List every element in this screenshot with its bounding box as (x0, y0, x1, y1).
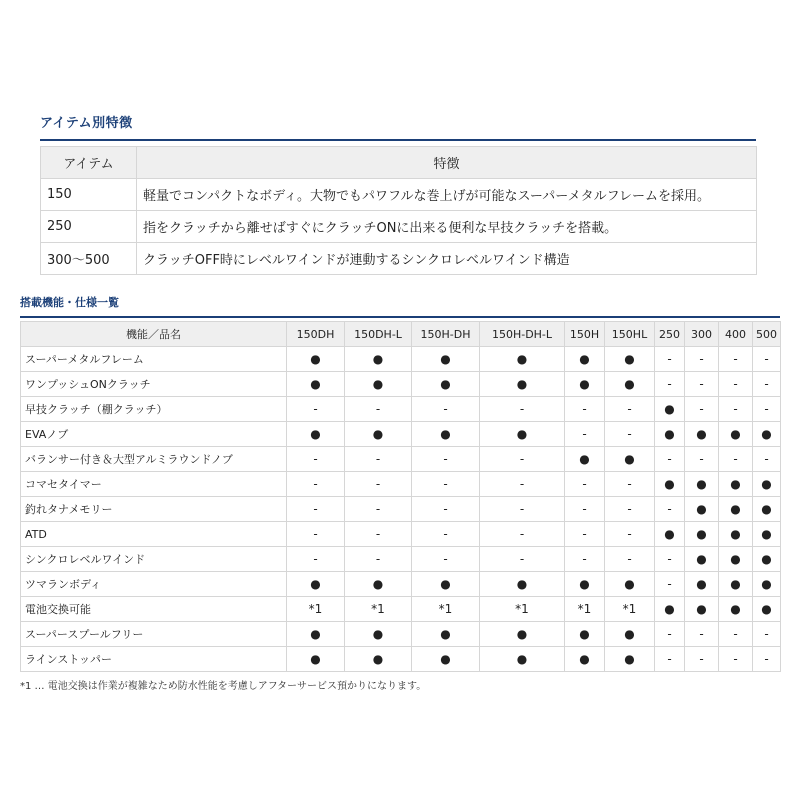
spec-cell: - (287, 472, 345, 497)
spec-cell: - (685, 447, 719, 472)
spec-cell: ● (412, 647, 480, 672)
spec-cell: ● (685, 522, 719, 547)
spec-cell: ● (412, 372, 480, 397)
spec-cell: - (565, 497, 605, 522)
spec-cell: - (480, 397, 565, 422)
spec-row (21, 522, 781, 547)
spec-cell: - (753, 397, 781, 422)
spec-cell: - (565, 422, 605, 447)
spec-cell: - (412, 472, 480, 497)
spec-cell: - (655, 347, 685, 372)
spec-row (21, 347, 781, 372)
feature-header-feature: 特徴 (137, 147, 757, 179)
feature-row-desc: 指をクラッチから離せばすぐにクラッチONに出来る便利な早技クラッチを搭載。 (137, 211, 757, 243)
spec-row (21, 447, 781, 472)
spec-header-feature-model: 機能／品名 (21, 322, 287, 347)
spec-cell: ● (655, 597, 685, 622)
spec-cell: ● (287, 647, 345, 672)
feature-row (41, 179, 757, 211)
footnote: *1 … 電池交換は作業が複雑なため防水性能を考慮しアフターサービス預かりになります。 (20, 681, 427, 692)
spec-row (21, 597, 781, 622)
spec-cell: - (753, 622, 781, 647)
spec-header-model: 400 (719, 322, 753, 347)
spec-cell: ● (412, 572, 480, 597)
spec-cell: ● (719, 422, 753, 447)
spec-cell: *1 (287, 597, 345, 622)
spec-cell: - (480, 547, 565, 572)
spec-header-model: 500 (753, 322, 781, 347)
spec-cell: ● (753, 422, 781, 447)
spec-header-model: 150H-DH (412, 322, 480, 347)
spec-header-model: 150H-DH-L (480, 322, 565, 347)
spec-cell: - (753, 647, 781, 672)
spec-cell: ● (719, 472, 753, 497)
spec-row-feature-name: シンクロレベルワインド (21, 547, 287, 572)
spec-cell: - (655, 572, 685, 597)
spec-cell: - (480, 472, 565, 497)
spec-cell: - (605, 522, 655, 547)
spec-cell: ● (480, 622, 565, 647)
spec-row (21, 497, 781, 522)
spec-cell: ● (655, 522, 685, 547)
spec-row (21, 647, 781, 672)
spec-cell: - (480, 447, 565, 472)
spec-cell: - (412, 522, 480, 547)
spec-cell: - (480, 522, 565, 547)
spec-row-feature-name: ATD (21, 522, 287, 547)
spec-cell: - (287, 447, 345, 472)
spec-cell: *1 (565, 597, 605, 622)
spec-cell: ● (565, 372, 605, 397)
feature-section-divider (40, 139, 756, 141)
spec-cell: ● (685, 422, 719, 447)
spec-section-title: 搭載機能・仕様一覧 (20, 296, 119, 309)
feature-row-desc: クラッチOFF時にレベルワインドが連動するシンクロレベルワインド構造 (137, 243, 757, 275)
spec-cell: - (655, 447, 685, 472)
spec-header-model: 150DH-L (345, 322, 412, 347)
spec-cell: - (605, 497, 655, 522)
spec-cell: - (480, 497, 565, 522)
spec-row-feature-name: コマセタイマー (21, 472, 287, 497)
spec-row-feature-name: ラインストッパー (21, 647, 287, 672)
spec-cell: - (685, 397, 719, 422)
spec-cell: - (685, 347, 719, 372)
spec-row-feature-name: 電池交換可能 (21, 597, 287, 622)
spec-row-feature-name: スーパーメタルフレーム (21, 347, 287, 372)
spec-cell: ● (605, 647, 655, 672)
spec-cell: ● (345, 372, 412, 397)
spec-cell: ● (685, 497, 719, 522)
spec-cell: - (565, 397, 605, 422)
spec-cell: - (565, 547, 605, 572)
spec-cell: - (345, 497, 412, 522)
spec-cell: ● (605, 447, 655, 472)
spec-cell: - (345, 472, 412, 497)
spec-cell: - (655, 647, 685, 672)
spec-cell: ● (655, 397, 685, 422)
spec-cell: ● (605, 372, 655, 397)
spec-cell: - (287, 522, 345, 547)
feature-table (40, 146, 757, 275)
spec-row (21, 397, 781, 422)
feature-row (41, 243, 757, 275)
spec-cell: *1 (480, 597, 565, 622)
spec-cell: - (412, 497, 480, 522)
feature-section-title: アイテム別特徴 (40, 116, 133, 131)
spec-cell: ● (345, 347, 412, 372)
spec-row (21, 422, 781, 447)
spec-cell: ● (605, 572, 655, 597)
spec-row-feature-name: EVAノブ (21, 422, 287, 447)
spec-cell: - (565, 522, 605, 547)
spec-cell: - (412, 447, 480, 472)
spec-section-divider (20, 316, 780, 318)
spec-cell: - (345, 447, 412, 472)
spec-table-header-row (21, 322, 781, 347)
spec-cell: ● (565, 447, 605, 472)
spec-cell: ● (480, 647, 565, 672)
spec-cell: ● (345, 572, 412, 597)
spec-cell: ● (719, 547, 753, 572)
spec-cell: - (345, 522, 412, 547)
spec-cell: ● (685, 472, 719, 497)
feature-row-item: 250 (41, 211, 137, 243)
spec-cell: ● (345, 422, 412, 447)
spec-cell: - (655, 622, 685, 647)
spec-row (21, 572, 781, 597)
spec-header-model: 250 (655, 322, 685, 347)
spec-cell: ● (565, 347, 605, 372)
spec-cell: ● (345, 622, 412, 647)
spec-row-feature-name: ツマランボディ (21, 572, 287, 597)
spec-cell: - (753, 347, 781, 372)
spec-row-feature-name: バランサー付き＆大型アルミラウンドノブ (21, 447, 287, 472)
spec-cell: ● (685, 572, 719, 597)
spec-header-model: 150HL (605, 322, 655, 347)
spec-cell: - (287, 497, 345, 522)
spec-cell: - (605, 422, 655, 447)
spec-cell: - (753, 372, 781, 397)
spec-cell: - (412, 547, 480, 572)
spec-cell: ● (412, 622, 480, 647)
spec-cell: - (287, 547, 345, 572)
spec-cell: ● (719, 522, 753, 547)
spec-cell: - (719, 372, 753, 397)
spec-cell: - (345, 547, 412, 572)
spec-row-feature-name: ワンプッシュONクラッチ (21, 372, 287, 397)
spec-cell: ● (655, 422, 685, 447)
spec-cell: ● (287, 622, 345, 647)
spec-cell: ● (480, 347, 565, 372)
spec-cell: ● (480, 422, 565, 447)
spec-cell: - (685, 647, 719, 672)
spec-row-feature-name: 早技クラッチ（棚クラッチ） (21, 397, 287, 422)
spec-cell: ● (605, 347, 655, 372)
feature-header-item: アイテム (41, 147, 137, 179)
spec-header-model: 150DH (287, 322, 345, 347)
spec-cell: - (719, 347, 753, 372)
spec-cell: - (345, 397, 412, 422)
spec-cell: ● (480, 572, 565, 597)
spec-cell: ● (565, 647, 605, 672)
spec-cell: - (605, 547, 655, 572)
spec-cell: ● (753, 597, 781, 622)
spec-cell: - (719, 447, 753, 472)
spec-cell: ● (753, 497, 781, 522)
spec-row (21, 472, 781, 497)
spec-cell: - (605, 472, 655, 497)
spec-cell: - (655, 372, 685, 397)
spec-cell: ● (719, 572, 753, 597)
spec-header-model: 150H (565, 322, 605, 347)
spec-cell: - (412, 397, 480, 422)
spec-row-feature-name: 釣れタナメモリー (21, 497, 287, 522)
spec-cell: - (655, 547, 685, 572)
feature-row (41, 211, 757, 243)
spec-cell: ● (565, 572, 605, 597)
spec-cell: - (287, 397, 345, 422)
spec-cell: - (565, 472, 605, 497)
spec-cell: - (605, 397, 655, 422)
spec-row (21, 372, 781, 397)
spec-cell: ● (753, 472, 781, 497)
spec-cell: - (685, 372, 719, 397)
spec-table (20, 321, 781, 672)
spec-cell: ● (287, 572, 345, 597)
spec-cell: - (655, 497, 685, 522)
spec-cell: *1 (412, 597, 480, 622)
spec-cell: ● (287, 372, 345, 397)
spec-cell: ● (685, 597, 719, 622)
spec-cell: - (719, 397, 753, 422)
spec-cell: - (719, 647, 753, 672)
spec-header-model: 300 (685, 322, 719, 347)
spec-cell: ● (753, 572, 781, 597)
feature-row-desc: 軽量でコンパクトなボディ。大物でもパワフルな巻上げが可能なスーパーメタルフレームを採用。 (137, 179, 757, 211)
spec-cell: ● (655, 472, 685, 497)
feature-row-item: 300～500 (41, 243, 137, 275)
spec-cell: ● (753, 547, 781, 572)
spec-cell: - (753, 447, 781, 472)
spec-cell: ● (605, 622, 655, 647)
spec-cell: ● (685, 547, 719, 572)
spec-cell: - (719, 622, 753, 647)
spec-cell: ● (565, 622, 605, 647)
spec-cell: ● (412, 422, 480, 447)
spec-cell: *1 (345, 597, 412, 622)
spec-cell: ● (719, 497, 753, 522)
spec-cell: ● (287, 347, 345, 372)
spec-row-feature-name: スーパースプールフリー (21, 622, 287, 647)
spec-cell: - (685, 622, 719, 647)
spec-cell: ● (287, 422, 345, 447)
spec-row (21, 622, 781, 647)
spec-cell: ● (753, 522, 781, 547)
spec-cell: ● (345, 647, 412, 672)
spec-cell: ● (412, 347, 480, 372)
feature-row-item: 150 (41, 179, 137, 211)
spec-row (21, 547, 781, 572)
feature-table-header-row (41, 147, 757, 179)
spec-cell: ● (719, 597, 753, 622)
spec-cell: ● (480, 372, 565, 397)
spec-cell: *1 (605, 597, 655, 622)
